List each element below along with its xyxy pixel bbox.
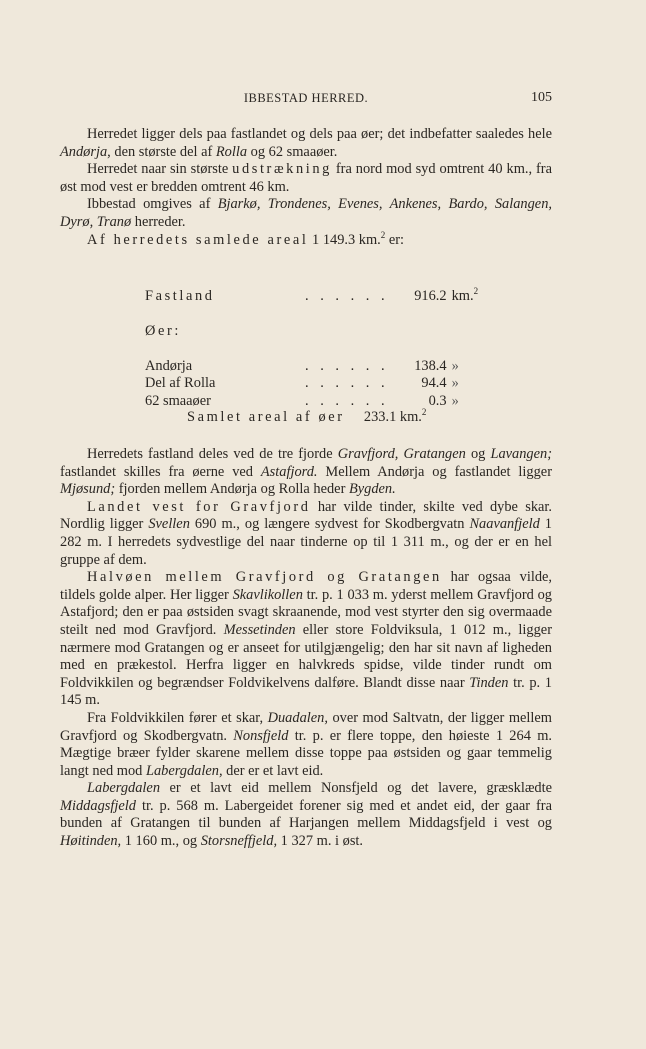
place-name: Rolla [215, 143, 248, 160]
place-name: Andørja [60, 143, 108, 160]
main-text [60, 446, 552, 851]
paragraph: Herredets fastland deles ved de tre fjorde Gravfjord, Gratangen og Lavangen; fastlandet skilles fra øerne ved Astafjord. Mellem Andørja og fastlandet ligger Mjøsund; fjorden mellem Andørja og Rolla heder Bygden. [60, 446, 552, 498]
spaced-term: udstrækning [232, 161, 332, 178]
paragraph: Labergdalen er et lavt eid mellem Nonsfjeld og det lavere, græsklædte Middagsfjeld tr. p. 568 m. Labergeidet forener sig med et andet eid, der gaar fra bunden af Gratangen til bunden af Harjangen mellem Middagsfjeld i vest og Høitinden, 1 160 m., og Storsneffjeld, 1 327 m. i øst. [60, 780, 552, 850]
running-header [60, 91, 552, 109]
paragraph: Herredet naar sin største udstrækning fra nord mod syd omtrent 40 km., fra øst mod vest er bredden omtrent 46 km. [60, 161, 552, 195]
table-row: Del af Rolla . . . . . . 94.4 » [145, 375, 459, 392]
table-row: Øer: [145, 322, 181, 339]
area-table [145, 288, 478, 410]
paragraph: Fra Foldvikkilen fører et skar, Duadalen, over mod Saltvatn, der ligger mellem Gravfjord og Skodbergvatn. Nonsfjeld tr. p. er flere toppe, den høieste 1 264 m. Mægtige bræer fylder skarene mellem disse toppe paa østsiden og gaar temmelig langt ned mod Labergdalen, der er et lavt eid. [60, 709, 552, 779]
paragraph: Halvøen mellem Gravfjord og Gratangen har ogsaa vilde, tildels golde alper. Her ligger Skavlikollen tr. p. 1 033 m. yderst mellem Gravfjord og Astafjord; den er paa østsiden svagt skraanende, mod vest styrter den sig overmaade steilt ned mod Gravfjord. Messetinden eller store Foldviksula, 1 012 m., ligger nærmere mod Gratangen og er anseet for utilgjængelig; den har sit navn af ligheden med en prækestol. Herfra ligger en halvkreds spidse, vilde tinder rundt om Foldvikkilen og begrændser Foldvikelvens dalføre. Blandt disse naar Tinden tr. p. 1 145 m. [60, 569, 552, 709]
intro-section [60, 126, 552, 249]
page-number: 105 [531, 90, 552, 105]
table-row: Fastland . . . . . . 916.2 km.$^2$ [145, 286, 479, 305]
paragraph: Landet vest for Gravfjord har vilde tinder, skilte ved dybe skar. Nordlig ligger Svellen 690 m., og længere sydvest for Skodbergvatn Naavanfjeld 1 282 m. I herredets sydvestlige del naar tinderne op til 1 311 m., og der er en hel gruppe af dem. [60, 498, 553, 568]
paragraph: Herredet ligger dels paa fastlandet og dels paa øer; det indbefatter saaledes hele Andørja, den største del af Rolla og 62 smaaøer. [60, 126, 552, 160]
running-title: IBBESTAD HERRED. [243, 91, 369, 105]
total-line: Samlet areal af øer 233.1 km.$^2$ [187, 407, 427, 425]
place-name: Bjarkø, Trondenes, Evenes, Ankenes, Bardo, Salangen, Dyrø, Tranø [60, 196, 552, 230]
table-row: 62 smaaøer . . . . . . 0.3 » [145, 392, 459, 409]
spaced-term: Af herredets samlede areal [87, 231, 309, 248]
spaced-term: Landet vest for Gravfjord [87, 498, 311, 515]
paragraph: Af herredets samlede areal 1 149.3 km.$^2$ er: [87, 229, 405, 248]
table-row: Andørja . . . . . . 138.4 » [145, 357, 459, 374]
paragraph: Ibbestad omgives af Bjarkø, Trondenes, Evenes, Ankenes, Bardo, Salangen, Dyrø, Tranø herreder. [60, 196, 552, 230]
spaced-term: Halvøen mellem Gravfjord og Gratangen [87, 569, 442, 586]
